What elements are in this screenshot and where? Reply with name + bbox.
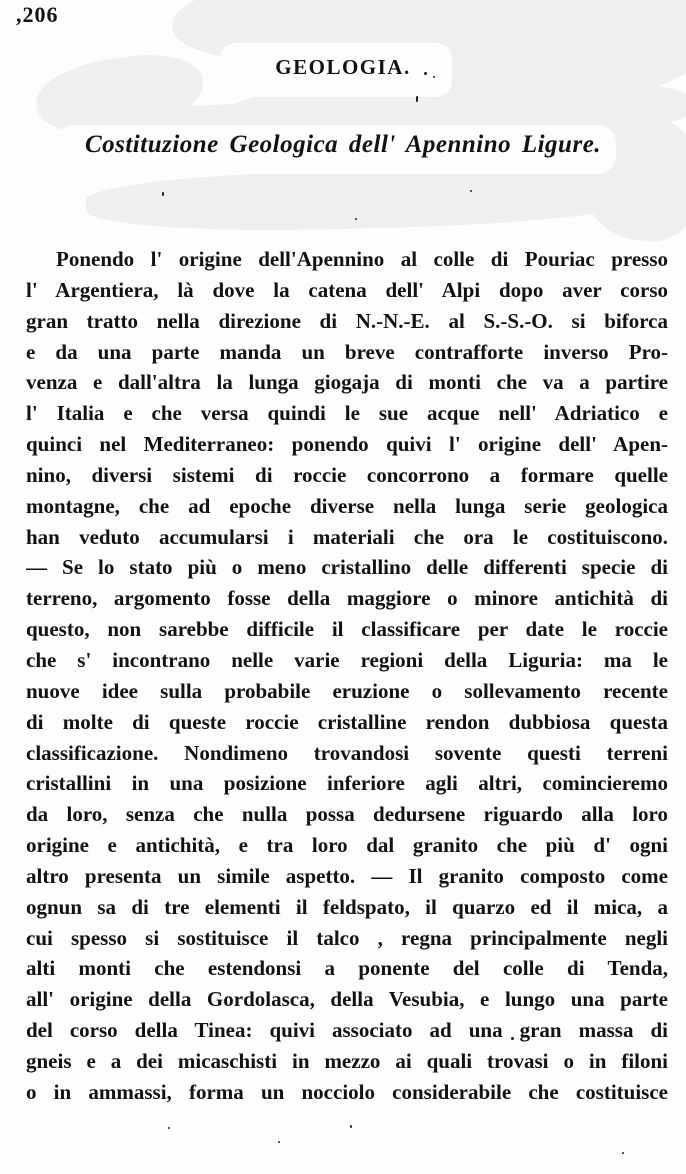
- text-line: classificazione. Nondimeno trovandosi sovente questi terreni: [26, 740, 668, 765]
- chapter-subtitle: Costituzione Geologica dell' Apennino Ligure.: [84, 131, 602, 158]
- text-line: venza e dall'altra la lunga giogaja di monti che va a partire: [26, 370, 668, 395]
- text-line: gneis e a dei micaschisti in mezzo ai quali trovasi o in filoni: [26, 1048, 668, 1073]
- body-paragraph: [26, 244, 668, 1108]
- text-line: di molte di queste roccie cristalline rendon dubbiosa questa: [26, 709, 668, 734]
- ink-speck: [355, 218, 357, 220]
- text-line: terreno, argomento fosse della maggiore o minore antichità di: [26, 586, 668, 611]
- ink-speck: [162, 192, 164, 196]
- section-title: GEOLOGIA.: [275, 55, 411, 79]
- text-line: origine e antichità, e tra loro dal granito che più d' ogni: [26, 833, 668, 858]
- text-line: alti monti che estendonsi a ponente del colle di Tenda,: [26, 956, 668, 981]
- text-line: han veduto accumularsi i materiali che ora le costituiscono.: [26, 524, 668, 549]
- text-line: l' Italia e che versa quindi le sue acque nell' Adriatico e: [26, 401, 668, 426]
- text-line: cristallini in una posizione inferiore agli altri, comincieremo: [26, 771, 668, 796]
- ink-speck: [470, 190, 472, 192]
- text-line: altro presenta un simile aspetto. — Il granito composto come: [26, 863, 668, 888]
- text-line: all' origine della Gordolasca, della Vesubia, e lungo una parte: [26, 987, 668, 1012]
- text-line: da loro, senza che nulla possa dedursene riguardo alla loro: [26, 802, 668, 827]
- text-line: Ponendo l' origine dell'Apennino al colle di Pouriac presso: [56, 247, 668, 271]
- text-line: montagne, che ad epoche diverse nella lunga serie geologica: [26, 493, 668, 518]
- text-line: nino, diversi sistemi di roccie concorrono a formare quelle: [26, 462, 668, 487]
- ink-speck: [622, 1152, 624, 1154]
- text-line: e da una parte manda un breve contrafforte inverso Pro-: [26, 339, 668, 364]
- page-number: ,206: [16, 2, 59, 27]
- ink-speck: [168, 1127, 170, 1129]
- text-line: nuove idee sulla probabile eruzione o sollevamento recente: [26, 678, 668, 703]
- text-line: che s' incontrano nelle varie regioni della Liguria: ma le: [26, 647, 668, 672]
- text-line: questo, non sarebbe difficile il classificare per date le roccie: [26, 617, 668, 642]
- ink-speck: [416, 96, 418, 102]
- text-line: cui spesso si sostituisce il talco , regna principalmente negli: [26, 925, 668, 950]
- text-line: gran tratto nella direzione di N.-N.-E. al S.-S.-O. si biforca: [26, 308, 668, 333]
- text-line: o in ammassi, forma un nocciolo considerabile che costituisce: [26, 1079, 668, 1104]
- text-line: ognun sa di tre elementi il feldspato, il quarzo ed il mica, a: [26, 894, 668, 919]
- text-line: del corso della Tinea: quivi associato ad una gran massa di: [26, 1018, 668, 1043]
- text-line: — Se lo stato più o meno cristallino delle differenti specie di: [26, 555, 668, 580]
- text-line: l' Argentiera, là dove la catena dell' Alpi dopo aver corso: [26, 277, 668, 302]
- text-line: quinci nel Mediterraneo: ponendo quivi l' origine dell' Apen-: [26, 432, 668, 457]
- ink-speck: [278, 1141, 280, 1143]
- ink-speck: [350, 1125, 352, 1128]
